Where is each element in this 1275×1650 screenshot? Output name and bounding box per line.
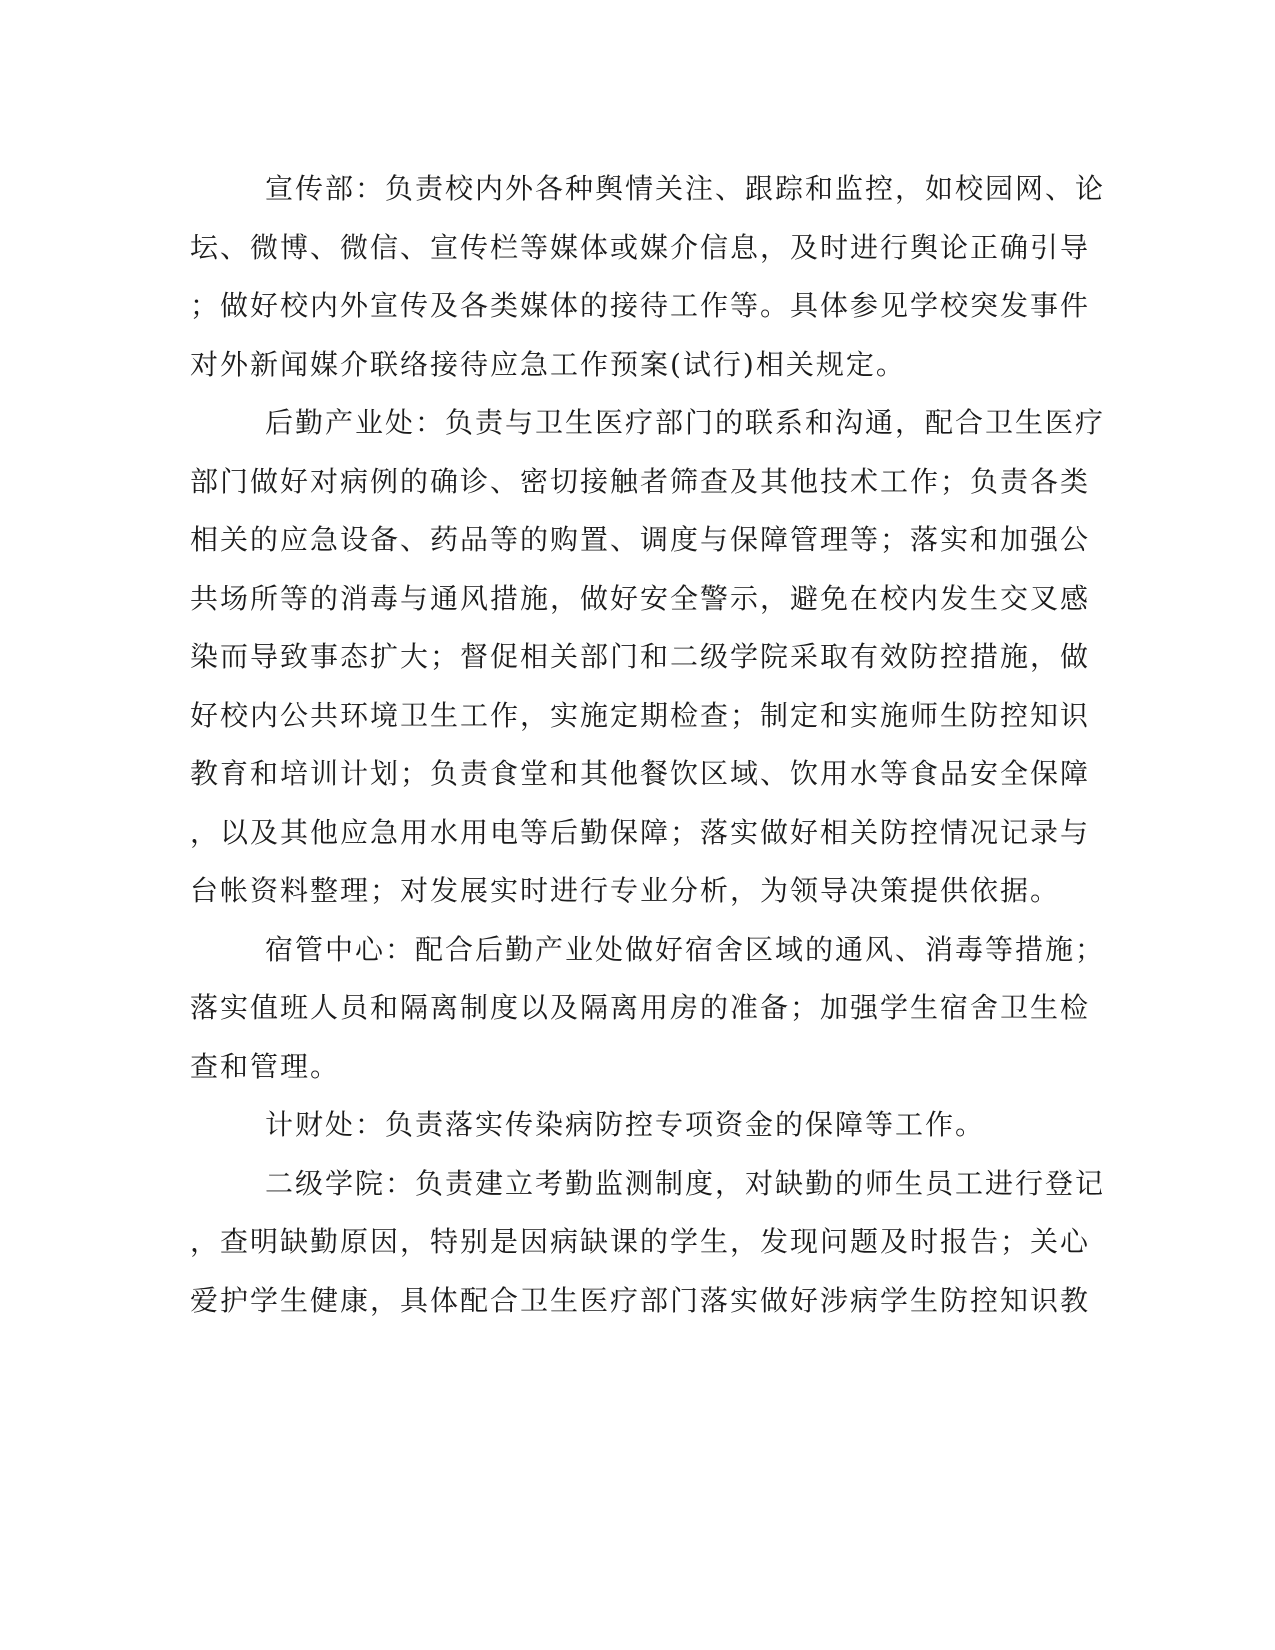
text-line: ，查明缺勤原因，特别是因病缺课的学生，发现问题及时报告；关心 <box>190 1225 1091 1258</box>
text-line: 计财处：负责落实传染病防控专项资金的保障等工作。 <box>265 1108 986 1141</box>
text-line: 共场所等的消毒与通风措施，做好安全警示，避免在校内发生交叉感 <box>190 581 1091 615</box>
text-line: 爱护学生健康，具体配合卫生医疗部门落实做好涉病学生防控知识教 <box>190 1283 1091 1317</box>
text-line: 后勤产业处：负责与卫生医疗部门的联系和沟通，配合卫生医疗 <box>265 406 1106 439</box>
text-line: 二级学院：负责建立考勤监测制度，对缺勤的师生员工进行登记 <box>265 1166 1106 1200</box>
text-line: 落实值班人员和隔离制度以及隔离用房的准备；加强学生宿舍卫生检 <box>190 991 1091 1024</box>
text-line: 对外新闻媒介联络接待应急工作预案(试行)相关规定。 <box>190 347 906 381</box>
text-line: 查和管理。 <box>190 1049 341 1083</box>
text-line: 台帐资料整理；对发展实时进行专业分析，为领导决策提供依据。 <box>190 874 1061 907</box>
text-line: 坛、微博、微信、宣传栏等媒体或媒介信息，及时进行舆论正确引导 <box>190 230 1091 264</box>
text-line: 宣传部：负责校内外各种舆情关注、跟踪和监控，如校园网、论 <box>265 172 1106 205</box>
text-line: ，以及其他应急用水用电等后勤保障；落实做好相关防控情况记录与 <box>190 815 1091 849</box>
text-line: 宿管中心：配合后勤产业处做好宿舍区域的通风、消毒等措施； <box>265 932 1106 966</box>
text-line: ；做好校内外宣传及各类媒体的接待工作等。具体参见学校突发事件 <box>190 289 1091 322</box>
text-line: 教育和培训计划；负责食堂和其他餐饮区域、饮用水等食品安全保障 <box>190 757 1091 790</box>
document-body <box>190 160 1106 1330</box>
text-line: 好校内公共环境卫生工作，实施定期检查；制定和实施师生防控知识 <box>190 698 1091 732</box>
text-line: 相关的应急设备、药品等的购置、调度与保障管理等；落实和加强公 <box>190 523 1091 556</box>
text-line: 染而导致事态扩大；督促相关部门和二级学院采取有效防控措施，做 <box>190 640 1091 673</box>
text-line: 部门做好对病例的确诊、密切接触者筛查及其他技术工作；负责各类 <box>190 464 1091 498</box>
